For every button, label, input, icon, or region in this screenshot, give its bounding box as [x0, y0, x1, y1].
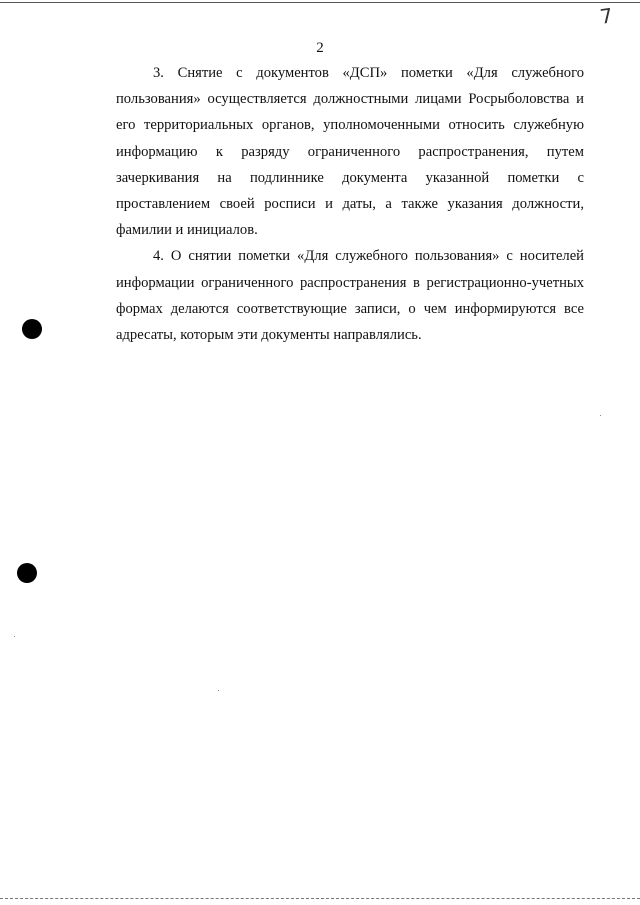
- scan-edge-bottom: [0, 898, 640, 899]
- handwritten-page-mark: 7: [598, 3, 615, 29]
- scan-speck: [600, 415, 601, 416]
- scan-speck: [14, 636, 15, 637]
- page-number: 2: [316, 40, 324, 56]
- paragraph-3: 3. Снятие с документов «ДСП» пометки «Для служебного пользования» осуществляется должностными лицами Росрыболовства и его территориальных органов, уполномоченными относить служебную информацию к разряду ограниченного распространения, путем зачеркивания на подлиннике документа указанной пометки с проставлением своей росписи и даты, а также указания должности, фамилии и инициалов.: [116, 65, 584, 239]
- scan-speck: [218, 690, 219, 691]
- scan-edge-top: [0, 2, 640, 3]
- document-body: [116, 60, 584, 348]
- punch-hole-upper: [22, 319, 42, 339]
- punch-hole-lower: [17, 563, 37, 583]
- paragraph-4: 4. О снятии пометки «Для служебного пользования» с носителей информации ограниченного распространения в регистрационно-учетных формах делаются соответствующие записи, о чем информируются все адресаты, которым эти документы направлялись.: [116, 248, 584, 344]
